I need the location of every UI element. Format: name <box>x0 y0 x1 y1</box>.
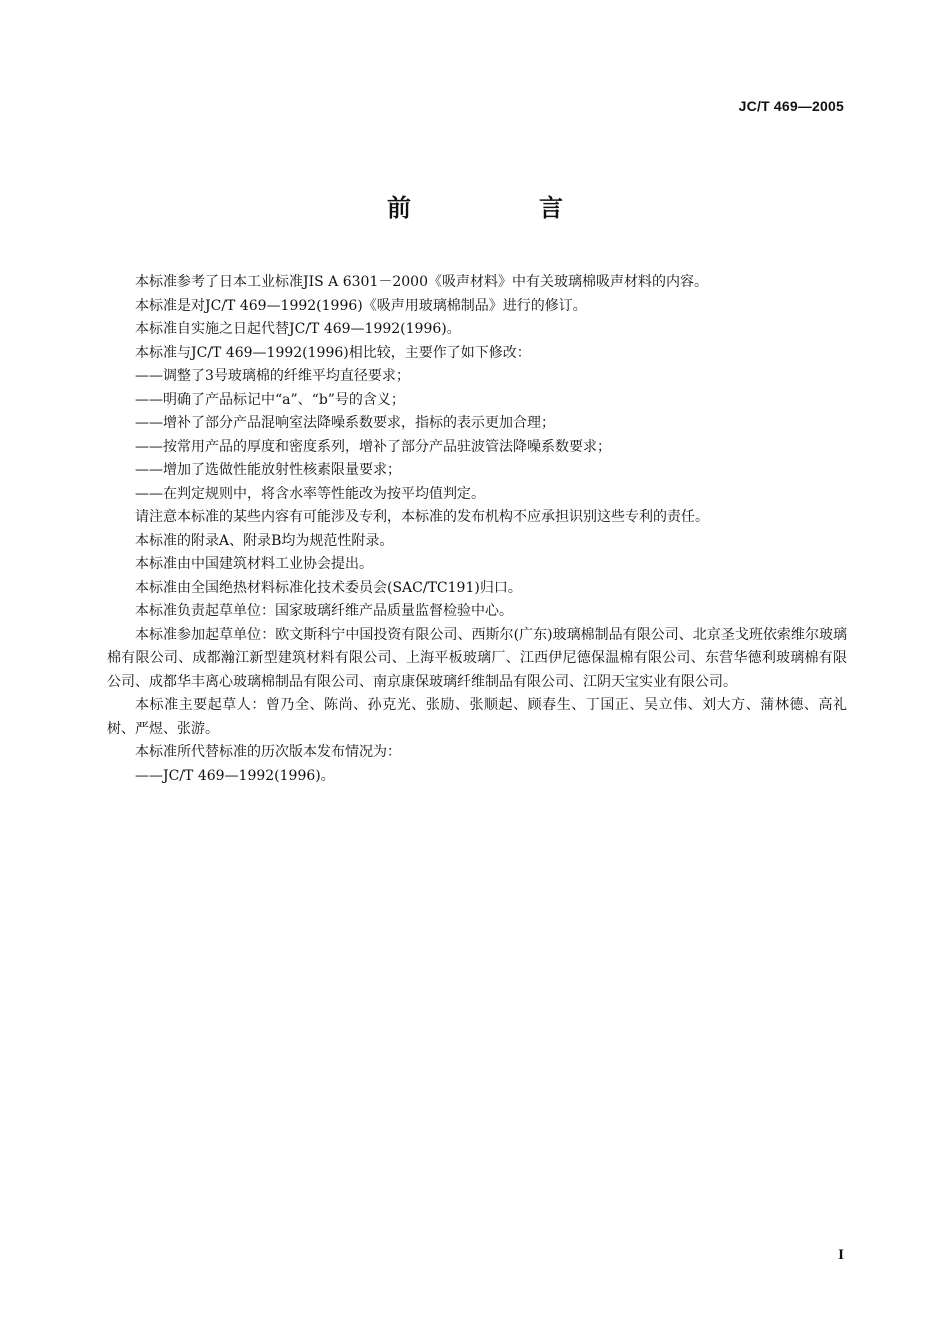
paragraph-participating-drafters: 本标准参加起草单位：欧文斯科宁中国投资有限公司、西斯尔(广东)玻璃棉制品有限公司、北京圣戈班依索维尔玻璃棉有限公司、成都瀚江新型建筑材料有限公司、上海平板玻璃厂、江西伊尼德保温棉有限公司、东营华德利玻璃棉有限公司、成都华丰离心玻璃棉制品有限公司、南京康保玻璃纤维制品有限公司、江阴天宝实业有限公司。 <box>107 626 847 690</box>
paragraph-lead-drafter: 本标准负责起草单位：国家玻璃纤维产品质量监督检验中心。 <box>135 603 513 619</box>
paragraph-revision: 本标准是对JC/T 469—1992(1996)《吸声用玻璃棉制品》进行的修订。 <box>135 297 587 314</box>
paragraph-version-history: 本标准所代替标准的历次版本发布情况为： <box>135 744 401 760</box>
paragraph-committee: 本标准由全国绝热材料标准化技术委员会(SAC/TC191)归口。 <box>135 579 522 596</box>
change-item: ——按常用产品的厚度和密度系列，增补了部分产品驻波管法降噪系数要求； <box>135 438 611 455</box>
paragraph-changes-intro: 本标准与JC/T 469—1992(1996)相比较，主要作了如下修改： <box>135 344 531 361</box>
change-item: ——明确了产品标记中“a”、“b”号的含义； <box>135 391 405 408</box>
change-item: ——在判定规则中，将含水率等性能改为按平均值判定。 <box>135 485 485 502</box>
page-number: I <box>838 1247 844 1263</box>
change-item: ——增加了选做性能放射性核素限量要求； <box>135 462 401 478</box>
paragraph-proposer: 本标准由中国建筑材料工业协会提出。 <box>135 556 373 572</box>
version-history-item: ——JC/T 469—1992(1996)。 <box>135 767 335 784</box>
paragraph-main-drafters: 本标准主要起草人：曾乃全、陈尚、孙克光、张励、张顺起、顾春生、丁国正、吴立伟、刘大方、蒲林德、高礼树、严煜、张游。 <box>107 697 847 737</box>
paragraph-reference: 本标准参考了日本工业标准JIS A 6301－2000《吸声材料》中有关玻璃棉吸声材料的内容。 <box>135 274 708 290</box>
paragraph-annex: 本标准的附录A、附录B均为规范性附录。 <box>135 532 394 549</box>
change-item: ——调整了3号玻璃棉的纤维平均直径要求； <box>135 368 410 384</box>
change-item: ——增补了部分产品混响室法降噪系数要求，指标的表示更加合理； <box>135 415 555 431</box>
standard-code: JC/T 469—2005 <box>738 98 844 114</box>
page-title: 前 言 <box>387 194 615 222</box>
paragraph-patent-notice: 请注意本标准的某些内容有可能涉及专利，本标准的发布机构不应承担识别这些专利的责任。 <box>135 509 709 525</box>
foreword-body <box>107 271 847 788</box>
paragraph-replacement: 本标准自实施之日起代替JC/T 469—1992(1996)。 <box>135 321 461 337</box>
